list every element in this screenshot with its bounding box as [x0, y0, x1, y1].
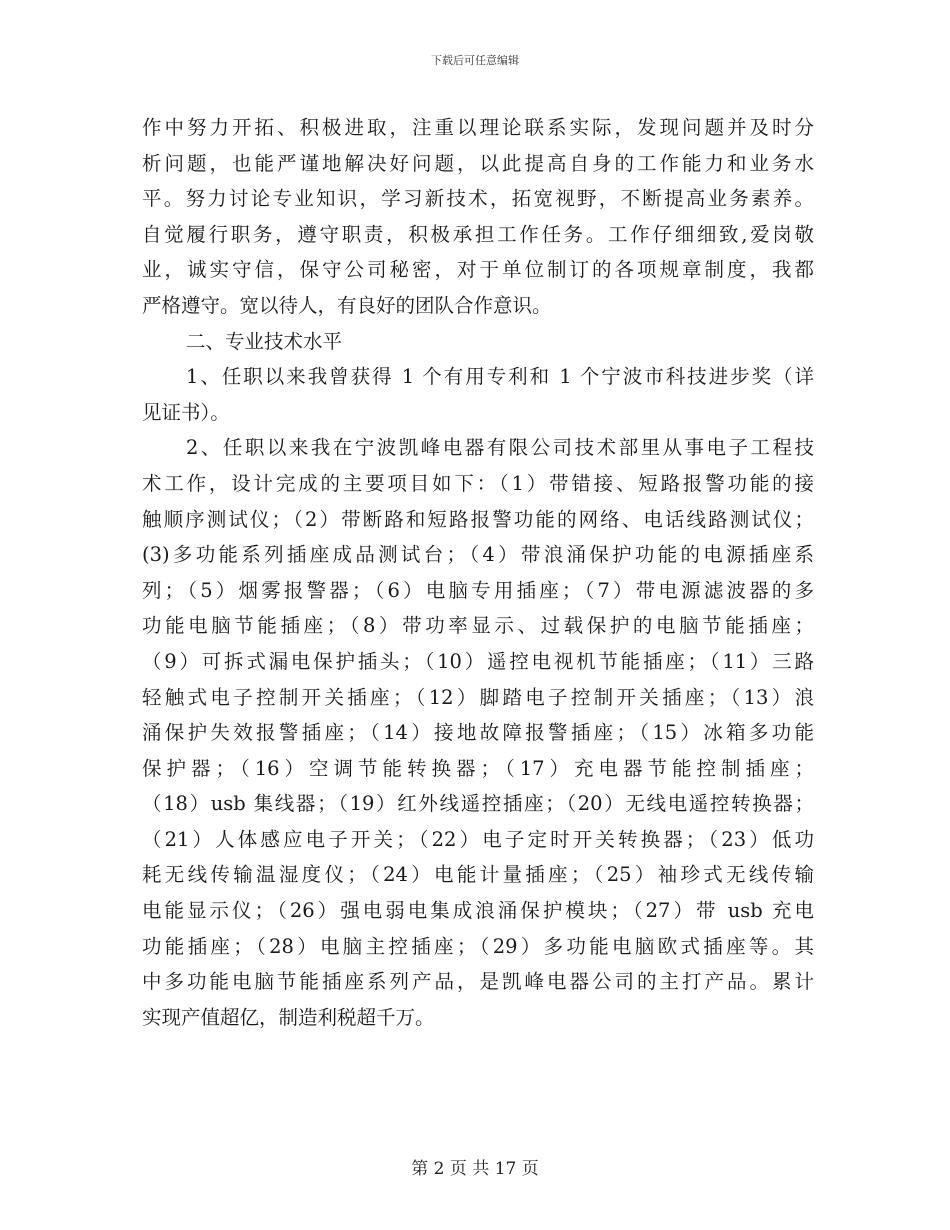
body-line: 保护器；（16）空调节能转换器；（17）充电器节能控制插座； — [142, 756, 814, 780]
body-line: （21）人体感应电子开关；（22）电子定时开关转换器；（23）低功 — [142, 827, 814, 851]
body-line: 轻触式电子控制开关插座；（12）脚踏电子控制开关插座；（13）浪 — [142, 685, 814, 709]
body-line: 实现产值超亿，制造利税超千万。 — [142, 1005, 435, 1029]
document-body — [142, 110, 814, 1035]
body-line: （9）可拆式漏电保护插头；（10）遥控电视机节能插座；（11）三路 — [142, 649, 814, 673]
body-line: 耗无线传输温湿度仪；（24）电能计量插座；（25）袖珍式无线传输 — [142, 863, 814, 887]
page-footer: 第 2 页 共 17 页 — [411, 1159, 539, 1179]
body-line: 中多功能电脑节能插座系列产品，是凯峰电器公司的主打产品。累计 — [142, 970, 814, 994]
body-line: 术工作，设计完成的主要项目如下：（1）带错接、短路报警功能的接 — [142, 471, 814, 495]
body-line: 平。努力讨论专业知识，学习新技术，拓宽视野，不断提高业务素养。 — [142, 187, 814, 211]
body-line: (3)多功能系列插座成品测试台；（4）带浪涌保护功能的电源插座系 — [142, 543, 814, 567]
body-line: 自觉履行职务，遵守职责，积极承担工作任务。工作仔细细致,爱岗敬 — [142, 222, 814, 246]
body-line: 列；（5）烟雾报警器；（6）电脑专用插座；（7）带电源滤波器的多 — [142, 578, 814, 602]
body-line: 功能电脑节能插座；（8）带功率显示、过载保护的电脑节能插座； — [142, 614, 814, 638]
body-line: 功能插座；（28）电脑主控插座；（29）多功能电脑欧式插座等。其 — [142, 934, 814, 958]
body-line: 2、任职以来我在宁波凯峰电器有限公司技术部里从事电子工程技 — [186, 436, 814, 460]
body-line: 涌保护失效报警插座；（14）接地故障报警插座；（15）冰箱多功能 — [142, 721, 814, 745]
body-line: 业，诚实守信，保守公司秘密，对于单位制订的各项规章制度，我都 — [142, 258, 814, 282]
body-line: 见证书）。 — [142, 400, 230, 424]
body-line: （18）usb 集线器；（19）红外线遥控插座；（20）无线电遥控转换器； — [142, 792, 814, 816]
section-heading: 二、专业技术水平 — [186, 329, 343, 353]
body-line: 电能显示仪；（26）强电弱电集成浪涌保护模块；（27）带 usb 充电 — [142, 899, 814, 923]
page-header: 下载后可任意编辑 — [431, 54, 519, 67]
body-line: 作中努力开拓、积极进取，注重以理论联系实际，发现问题并及时分 — [142, 116, 814, 139]
body-line: 严格遵守。宽以待人，有良好的团队合作意识。 — [142, 293, 552, 317]
body-line: 触顺序测试仪；（2）带断路和短路报警功能的网络、电话线路测试仪； — [142, 507, 814, 531]
body-line: 析问题，也能严谨地解决好问题，以此提高自身的工作能力和业务水 — [142, 151, 814, 175]
body-line: 1、任职以来我曾获得 1 个有用专利和 1 个宁波市科技进步奖（详 — [186, 365, 814, 389]
